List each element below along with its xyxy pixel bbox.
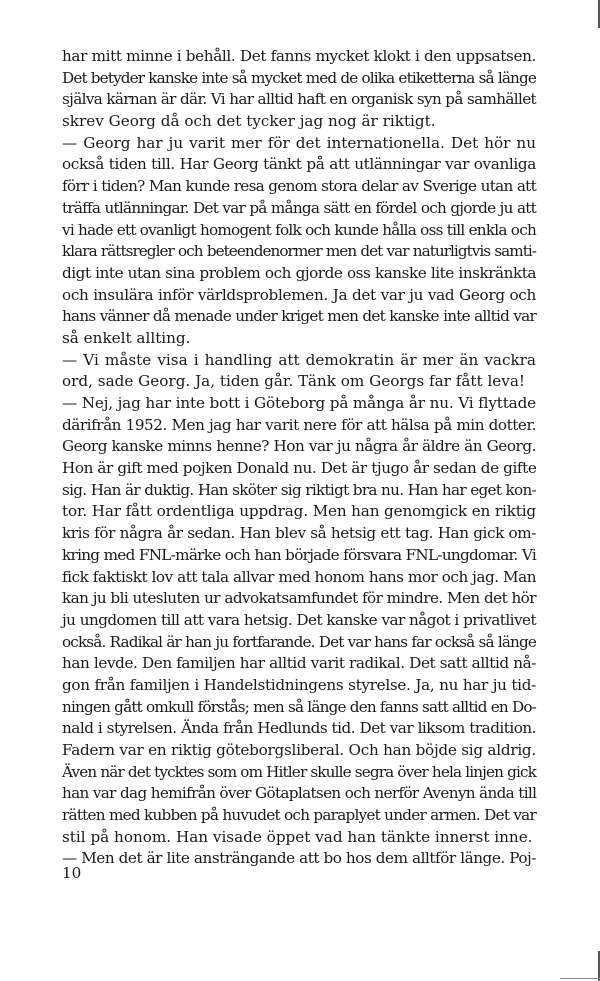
text-line: därifrån 1952. Men jag har varit nere för att hälsa på min dotter. xyxy=(62,415,536,434)
text-line: så enkelt allting. xyxy=(62,328,191,347)
text-line: Fadern var en riktig göteborgsliberal. Och han böjde sig aldrig. xyxy=(62,741,536,759)
text-line: Även när det tycktes som om Hitler skulle segra över hela linjen gick xyxy=(62,762,536,781)
page-number: 10 xyxy=(62,864,82,882)
text-line: gon från familjen i Handelstidningens styrelse. Ja, nu har ju tid- xyxy=(62,675,536,694)
text-line: digt inte utan sina problem och gjorde oss kanske lite inskränkta xyxy=(62,263,536,282)
text-line: också. Radikal är han ju fortfarande. Det var hans far också så länge xyxy=(62,632,536,651)
text-line: fick faktiskt lov att tala allvar med honom hans mor och jag. Man xyxy=(62,567,537,586)
text-line: tor. Har fått ordentliga uppdrag. Men han genomgick en riktig xyxy=(62,502,536,521)
text-line: och insulära inför världsproblemen. Ja det var ju vad Georg och xyxy=(62,285,536,304)
text-line: Georg kanske minns henne? Hon var ju några år äldre än Georg. xyxy=(62,437,536,456)
text-line: han levde. Den familjen har alltid varit radikal. Det satt alltid nå- xyxy=(62,654,536,673)
text-line: ord, sade Georg. Ja, tiden går. Tänk om Georgs far fått leva! xyxy=(62,372,526,391)
text-line: också tiden till. Har Georg tänkt på att utlänningar var ovanliga xyxy=(62,155,536,174)
scan-edge-rule xyxy=(560,978,600,979)
text-line: hans vänner då menade under kriget men det kanske inte alltid var xyxy=(62,307,536,326)
text-line: han var dag hemifrån över Götaplatsen och nerför Avenyn ända till xyxy=(62,784,537,803)
text-line: kris för några år sedan. Han blev så hetsig ett tag. Han gick om- xyxy=(62,524,536,543)
text-line: har mitt minne i behåll. Det fanns mycket klokt i den uppsatsen. xyxy=(62,47,536,65)
text-line: — Vi måste visa i handling att demokratin är mer än vackra xyxy=(62,350,536,369)
text-line: kring med FNL-märke och han började försvara FNL-ungdomar. Vi xyxy=(62,545,536,564)
text-line: kan ju bli utesluten ur advokatsamfundet för mindre. Men det hör xyxy=(62,589,536,608)
text-line: själva kärnan är där. Vi har alltid haft en organisk syn på samhället xyxy=(62,90,536,109)
text-line: skrev Georg då och det tycker jag nog är riktigt. xyxy=(62,112,436,131)
text-line: klara rättsregler och beteendenormer men det var naturligtvis samti- xyxy=(62,242,536,261)
text-line: ju ungdomen till att vara hetsig. Det kanske var något i privatlivet xyxy=(62,610,536,629)
text-line: stil på honom. Han visade öppet vad han tänkte innerst inne. xyxy=(62,827,533,846)
text-line: — Men det är lite ansträngande att bo hos dem alltför länge. Poj- xyxy=(62,849,536,868)
text-line: — Nej, jag har inte bott i Göteborg på många år nu. Vi flyttade xyxy=(62,394,536,412)
text-line: rätten med kubben på huvudet och paraplyet under armen. Det var xyxy=(62,806,536,825)
text-line: förr i tiden? Man kunde resa genom stora delar av Sverige utan att xyxy=(62,177,536,196)
text-line: träffa utlänningar. Det var på många sätt en fördel och gjorde ju att xyxy=(62,198,536,217)
text-line: Det betyder kanske inte så mycket med de olika etiketterna så länge xyxy=(62,68,536,87)
text-line: — Georg har ju varit mer för det internationella. Det hör nu xyxy=(62,133,536,152)
text-line: vi hade ett ovanligt homogent folk och kunde hålla oss till enkla och xyxy=(62,220,536,239)
text-line: sig. Han är duktig. Han sköter sig riktigt bra nu. Han har eget kon- xyxy=(62,480,536,499)
text-line: nald i styrelsen. Ända från Hedlunds tid. Det var liksom tradition. xyxy=(62,719,536,738)
text-line: Hon är gift med pojken Donald nu. Det är tjugo år sedan de gifte xyxy=(62,459,537,478)
text-line: ningen gått omkull förstås; men så länge den fanns satt alltid en Do- xyxy=(62,697,536,716)
body-text xyxy=(62,46,536,870)
